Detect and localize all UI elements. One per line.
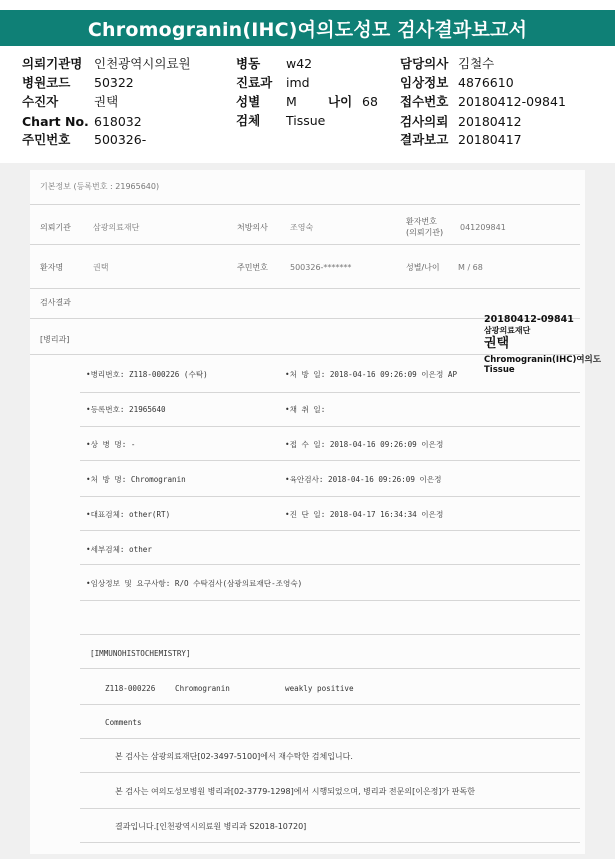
req-org-value: 삼광의료재단 — [93, 223, 140, 232]
sheet-rule — [80, 600, 580, 601]
overlay-specimen: Tissue — [484, 365, 515, 375]
req-org-label: 의뢰기관 — [40, 223, 71, 232]
sheet-rule — [30, 244, 580, 245]
pathology-section: [병리과] — [40, 335, 70, 344]
sheet-rule — [80, 842, 580, 843]
patno-value: 041209841 — [460, 223, 506, 232]
header-row-ward: 병동 w42 — [236, 56, 313, 71]
field-clinical-info: •임상정보 및 요구사항: R/O 수탁검사(삼광의료재단-조영숙) — [86, 579, 303, 588]
header-row-hospital-code: 병원코드 50322 — [22, 75, 134, 90]
comment-2: 본 검사는 여의도성모병원 병리과[02-3779-1298]에서 시행되었으며, 병리과 전문의[이은정]가 판독한 — [115, 787, 475, 796]
field-order-name: •처 방 명: Chromogranin — [86, 475, 186, 484]
field-reg-no: •등록번호: 21965640 — [86, 405, 166, 414]
patient-label: 환자명 — [40, 263, 64, 272]
header-row-receipt-no: 접수번호 20180412-09841 — [400, 94, 566, 109]
comments-label: Comments — [105, 718, 142, 727]
header-row-chart-no: Chart No. 618032 — [22, 114, 142, 129]
header-row-clinical-info: 임상정보 4876610 — [400, 75, 514, 90]
sheet-rule — [80, 668, 580, 669]
header-row-dept: 진료과 imd — [236, 75, 310, 90]
result-section: 검사결과 — [40, 298, 71, 307]
header-row-request-date: 검사의뢰 20180412 — [400, 114, 522, 129]
sheet-rule — [80, 634, 580, 635]
sheet-rule — [80, 738, 580, 739]
ihc-result: weakly positive — [285, 684, 354, 693]
sheet-rule — [80, 704, 580, 705]
field-check-date: •육안검사: 2018-04-16 09:26:09 이은정 — [285, 475, 442, 484]
sheet-rule — [80, 564, 580, 565]
doctor-label: 처방의사 — [237, 223, 268, 232]
patient-value: 권택 — [93, 263, 109, 272]
sheet-rule — [80, 392, 580, 393]
comment-3: 결과입니다.[인천광역시의료원 병리과 S2018-10720] — [115, 822, 307, 831]
doctor-value: 조영숙 — [290, 223, 314, 232]
sheet-rule — [80, 808, 580, 809]
header-row-patient: 수진자 권택 — [22, 94, 119, 109]
field-order-date: •처 방 일: 2018-04-16 09:26:09 이은정 AP — [285, 370, 458, 379]
rrn-value: 500326-******* — [290, 263, 352, 272]
sheet-rule — [80, 530, 580, 531]
header-row-org: 의뢰기관명 인천광역시의료원 — [22, 56, 191, 71]
ihc-header: [IMMUNOHISTOCHEMISTRY] — [90, 649, 191, 658]
overlay-patient: 권택 — [484, 336, 510, 351]
overlay-org: 삼광의료재단 — [484, 326, 531, 335]
sheet-rule — [80, 496, 580, 497]
header-row-report-date: 결과보고 20180417 — [400, 132, 522, 147]
sheet-rule — [80, 426, 580, 427]
patno-label-2: (의뢰기관) — [406, 228, 444, 237]
field-rep-specimen: •대표검체: other(RT) — [86, 510, 171, 519]
patno-label-1: 환자번호 — [406, 217, 437, 226]
ihc-id: Z118-000226 — [105, 684, 156, 693]
sheet-rule — [80, 772, 580, 773]
sexage-label: 성별/나이 — [406, 263, 440, 272]
field-diag-name: •상 병 명: - — [86, 440, 136, 449]
header-row-physician: 담당의사 김철수 — [400, 56, 495, 71]
header-row-specimen: 검체 Tissue — [236, 113, 326, 128]
sheet-rule — [30, 288, 580, 289]
comment-1: 본 검사는 삼광의료재단[02-3497-5100]에서 재수탁한 검체입니다. — [115, 752, 353, 761]
field-detail-specimen: •세부검체: other — [86, 545, 152, 554]
ihc-marker: Chromogranin — [175, 684, 230, 693]
overlay-receipt-no: 20180412-09841 — [484, 314, 574, 325]
header-row-rrn: 주민번호 500326- — [22, 132, 147, 147]
report-title: Chromogranin(IHC)여의도성모 검사결과보고서 — [0, 10, 615, 46]
rrn-label: 주민번호 — [237, 263, 268, 272]
basic-info: 기본정보 (등록번호 : 21965640) — [40, 182, 160, 191]
header-row-age: 나이 68 — [328, 94, 378, 109]
sexage-value: M / 68 — [458, 263, 483, 272]
field-diagnosis-date: •진 단 일: 2018-04-17 16:34:34 이은정 — [285, 510, 444, 519]
field-receive-date: •접 수 일: 2018-04-16 09:26:09 이은정 — [285, 440, 444, 449]
header-row-sex: 성별 M — [236, 94, 297, 109]
field-collect-date: •채 취 일: — [285, 405, 326, 414]
overlay-test-name: Chromogranin(IHC)여의도 — [484, 355, 601, 365]
field-path-no: •병리번호: Z118-000226 (수탁) — [86, 370, 208, 379]
sheet-rule — [80, 460, 580, 461]
sheet-rule — [30, 204, 580, 205]
